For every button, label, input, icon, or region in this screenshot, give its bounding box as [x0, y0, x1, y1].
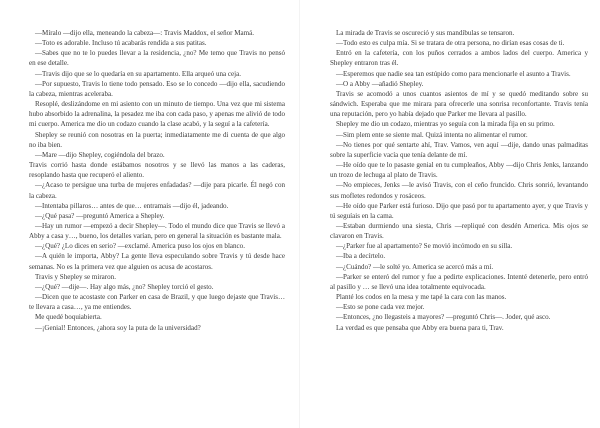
paragraph: —No tienes por qué sentarte ahí, Trav. Vamos, ven aquí —dije, dando unas palmaditas sobre la superficie vacía que tenía delante de mí.	[330, 140, 588, 159]
paragraph: —No empieces, Jenks —le avisó Travis, con el ceño fruncido. Chris sonrió, levantando sus mofletes redondos y rosáceos.	[330, 181, 588, 200]
paragraph: —¿Qué pasa? —preguntó America a Shepley.	[35, 211, 165, 220]
paragraph: —¡Genial! Entonces, ¿ahora soy la puta de la universidad?	[35, 323, 201, 332]
paragraph: —Iba a decírtelo.	[336, 252, 386, 261]
paragraph: Planté los codos en la mesa y me tapé la cara con las manos.	[336, 293, 507, 302]
paragraph: La mirada de Travis se oscureció y sus mandíbulas se tensaron.	[336, 29, 515, 37]
paragraph: —Estaban durmiendo una siesta, Chris —repliqué con desdén America. Mis ojos se clavaron en Travis.	[330, 221, 588, 241]
paragraph: —Intentaba pillaros… antes de que… entramais —dijo él, jadeando.	[35, 201, 229, 210]
paragraph: Resoplé, deslizándome en mi asiento con un minuto de tiempo. Una vez que mi sistema hubo absorbido la adrenalina, la pesadez me iba con cada paso, y apenas me alivió de todo mi cuerpo. America me dio un codazo cuando la clase acabó, y la seguí a la cafetería.	[29, 100, 285, 129]
paragraph: —¿Parker fue al apartamento? Se movió incómodo en su silla.	[336, 242, 513, 251]
page-gutter	[299, 0, 300, 428]
paragraph: —Por supuesto, Travis lo tiene todo pensado. Eso se lo concedo —dijo ella, sacudiendo la cabeza, mientras aceleraba.	[29, 79, 285, 98]
paragraph: —He oído que Parker está furioso. Dijo que pasó por tu apartamento ayer, y que Travis y tú seguíais en la cama.	[330, 201, 588, 220]
paragraph: —Mare —dijo Shepley, cogiéndola del brazo.	[35, 150, 165, 159]
paragraph: —Entonces, ¿no llegasteis a mayores? —preguntó Chris—. Joder, qué asco.	[336, 313, 551, 322]
paragraph: Me quedé boquiabierta.	[35, 313, 102, 322]
paragraph: —Toto es adorable. Incluso tú acabarás rendida a sus patitas.	[35, 39, 207, 48]
paragraph: —¿Qué? ¿Lo dices en serio? —exclamé. America puso los ojos en blanco.	[35, 242, 245, 251]
paragraph: —Travis dijo que se lo quedaría en su apartamento. Ella arqueó una ceja.	[35, 69, 241, 78]
paragraph: —¿Acaso te persigue una turba de mujeres enfadadas? —dije para picarle. Él negó con la cabeza.	[29, 181, 285, 200]
paragraph: —Míralo —dijo ella, meneando la cabeza—: Travis Maddox, el señor Mamá.	[35, 29, 254, 37]
paragraph: —Esto se pone cada vez mejor.	[336, 303, 425, 312]
paragraph: Shepley me dio un codazo, mientras yo seguía con la mirada fija en su primo.	[336, 120, 555, 129]
paragraph: Travis corrió hasta donde estábamos nosotros y se llevó las manos a las caderas, resoplando hasta que recuperó el aliento.	[29, 161, 285, 180]
paragraph: —Esperemos que nadie sea tan estúpido como para mencionarle el asunto a Travis.	[336, 69, 571, 78]
right-page	[330, 28, 588, 333]
paragraph: —Dicen que te acostaste con Parker en casa de Brazil, y que luego dejaste que Travis… te llevara a casa…, ya me entiendes.	[29, 293, 285, 312]
paragraph: —¿Qué? —dije—. Hay algo más, ¿no? Shepley torció el gesto.	[35, 282, 214, 291]
paragraph: —¿Cuándo? —le solté yo. America se acercó más a mí.	[336, 262, 494, 271]
left-page	[29, 28, 285, 333]
paragraph: —Parker se enteró del rumor y fue a pedirte explicaciones. Intenté detenerle, pero entró al pasillo y … se llevó una idea totalmente equivocada.	[330, 272, 588, 291]
paragraph: —A quién le importa, Abby? La gente lleva especulando sobre Travis y tú desde hace semanas. No es la primera vez que alguien os acusa de acostaros.	[29, 252, 285, 271]
paragraph: Shepley se reunió con nosotras en la puerta; inmediatamente me di cuenta de que algo no iba bien.	[29, 130, 285, 149]
paragraph: Entró en la cafetería, con los puños cerrados a ambos lados del cuerpo. America y Shepley entraron tras él.	[330, 49, 588, 68]
paragraph: —Sabes que no te lo puedes llevar a la residencia, ¿no? Me temo que Travis no pensó en ese detalle.	[29, 49, 285, 68]
paragraph: —Hay un rumor —empezó a decir Shepley—. Todo el mundo dice que Travis se llevó a Abby a casa y…, bueno, los detalles varían, pero en general la situación es bastante mala.	[29, 221, 285, 241]
paragraph: La verdad es que pensaba que Abby era buena para ti, Trav.	[336, 323, 504, 332]
paragraph: —O a Abby —añadió Shepley.	[336, 79, 424, 88]
paragraph: —He oído que te lo pasaste genial en tu cumpleaños, Abby —dijo Chris Jenks, lanzando un trozo de lechuga al plato de Travis.	[330, 161, 588, 180]
paragraph: —Todo esto es culpa mía. Si se tratara de otra persona, no dirían esas cosas de ti.	[336, 39, 565, 48]
paragraph: —Sim plem ente se siente mal. Quizá intenta no alimentar el rumor.	[336, 130, 528, 139]
paragraph: Travis se acomodó a unos cuantos asientos de mí y se quedó meditando sobre su sándwich. Esperaba que me mirara para ofrecerle una sonrisa reconfortante. Travis tenía una reputación, pero yo había dejado que Parker me llevara al pasillo.	[330, 89, 588, 119]
paragraph: Travis y Shepley se miraron.	[35, 272, 116, 281]
